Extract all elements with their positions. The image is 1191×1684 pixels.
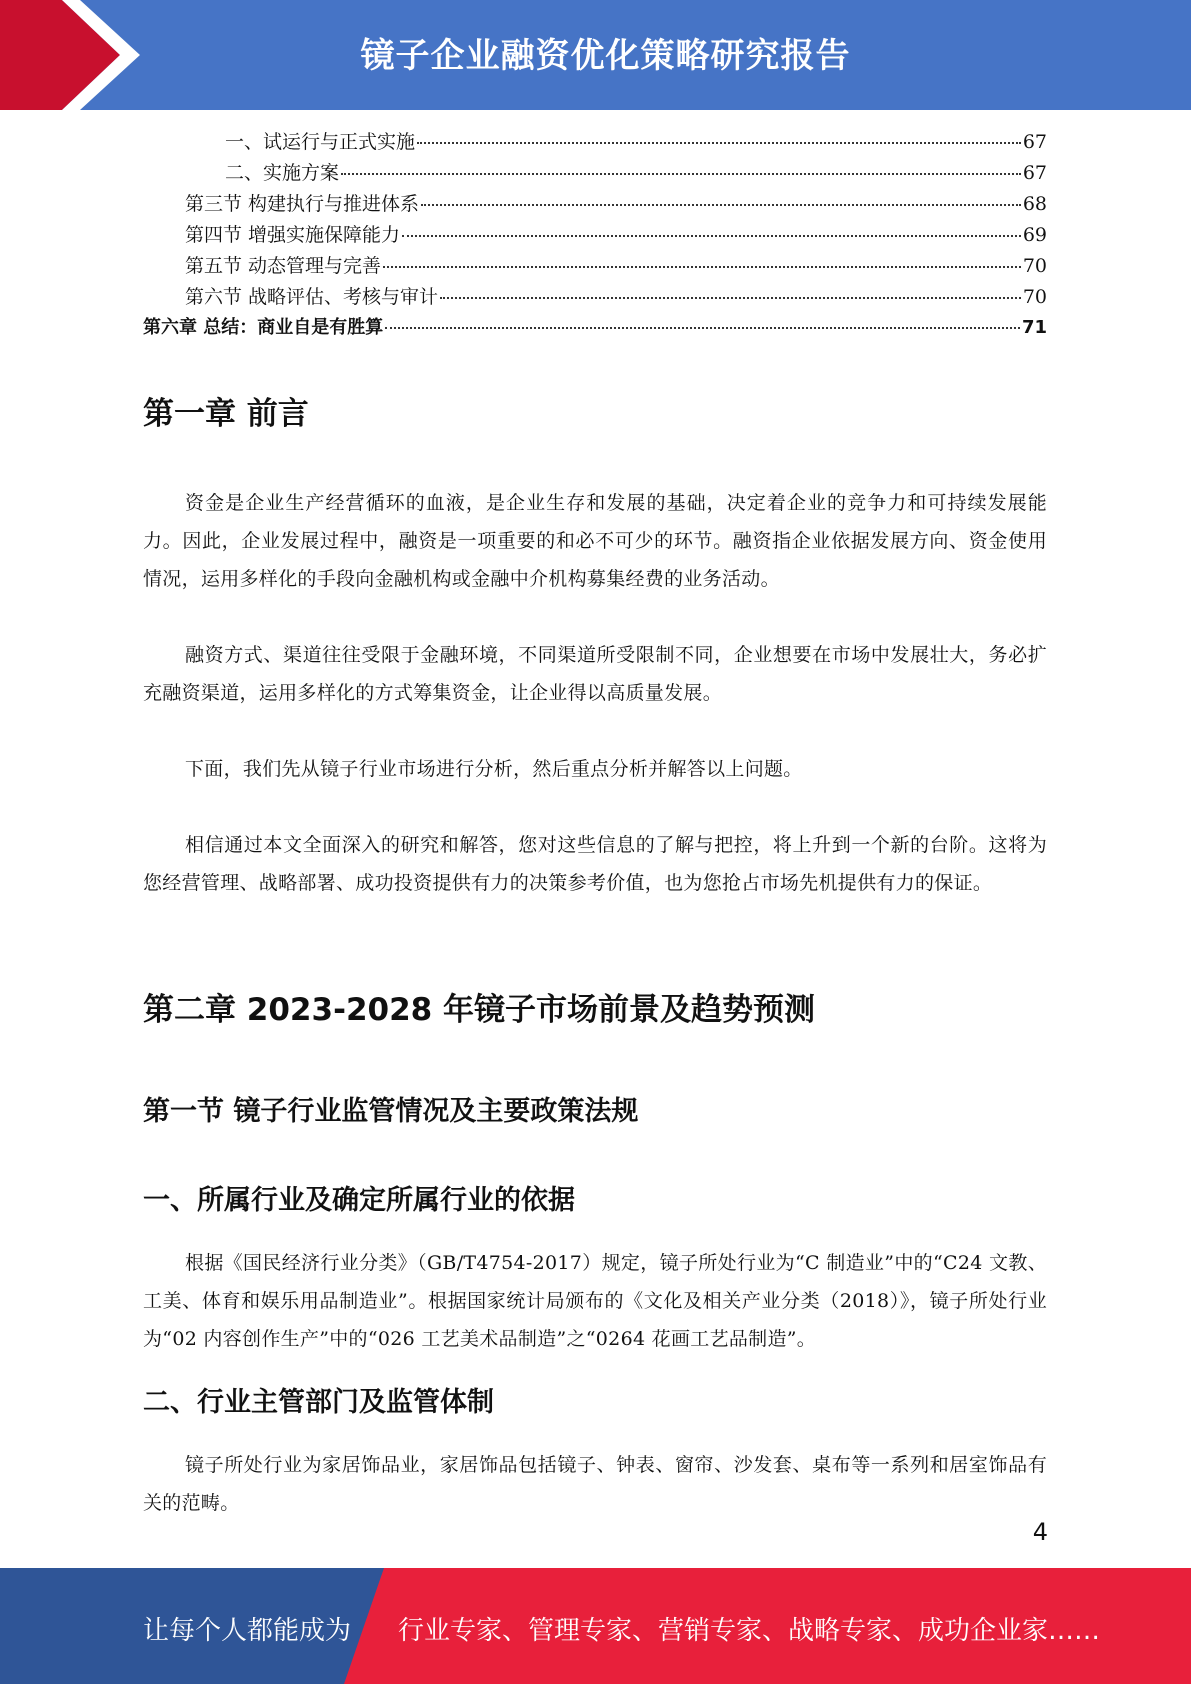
paragraph: 下面，我们先从镜子行业市场进行分析，然后重点分析并解答以上问题。 xyxy=(185,758,803,780)
chapter-heading: 第二章 2023-2028 年镜子市场前景及趋势预测 xyxy=(143,992,816,1028)
paragraph: 资金是企业生产经营循环的血液，是企业生存和发展的基础，决定着企业的竞争力和可持续发展能力。因此，企业发展过程中，融资是一项重要的和必不可少的环节。融资指企业依据发展方向、资金使用情况，运用多样化的手段向金融机构或金融中介机构募集经费的业务活动。 xyxy=(143,492,1047,590)
toc-entry-page: 70 xyxy=(1022,286,1047,308)
subsection-heading: 二、行业主管部门及监管体制 xyxy=(143,1387,494,1418)
footer-slogan-right: 行业专家、管理专家、营销专家、战略专家、成功企业家…… xyxy=(398,1616,1101,1646)
subsection-heading: 一、所属行业及确定所属行业的依据 xyxy=(143,1185,575,1216)
toc-entry-label: 第五节 动态管理与完善 xyxy=(185,255,382,277)
toc-entry-label: 一、试运行与正式实施 xyxy=(225,131,416,153)
report-title: 镜子企业融资优化策略研究报告 xyxy=(360,36,851,76)
toc-entry-label: 第六节 战略评估、考核与审计 xyxy=(185,286,439,308)
toc-entry-page: 68 xyxy=(1022,193,1047,215)
section-heading: 第一节 镜子行业监管情况及主要政策法规 xyxy=(143,1096,639,1127)
toc-entry-page: 69 xyxy=(1022,224,1047,246)
document-body xyxy=(143,0,1047,1684)
toc-entry-page: 67 xyxy=(1022,162,1047,184)
toc-entry-label: 二、实施方案 xyxy=(225,162,340,184)
toc-entry-page: 70 xyxy=(1022,255,1047,277)
footer-slogan-left: 让每个人都能成为 xyxy=(143,1616,352,1646)
chapter-heading: 第一章 前言 xyxy=(143,396,309,432)
toc-entry-page: 71 xyxy=(1021,317,1047,338)
page-footer xyxy=(0,1568,1191,1684)
paragraph: 镜子所处行业为家居饰品业，家居饰品包括镜子、钟表、窗帘、沙发套、桌布等一系列和居室饰品有关的范畴。 xyxy=(143,1454,1047,1514)
paragraph: 根据《国民经济行业分类》（GB/T4754-2017）规定，镜子所处行业为“C 制造业”中的“C24 文教、工美、体育和娱乐用品制造业”。根据国家统计局颁布的《文化及相关产业分类（2018）》，镜子所处行业为“02 内容创作生产”中的“026 工艺美术品制造”之“0264 花画工艺品制造”。 xyxy=(143,1252,1047,1350)
paragraph: 融资方式、渠道往往受限于金融环境，不同渠道所受限制不同，企业想要在市场中发展壮大，务必扩充融资渠道，运用多样化的方式筹集资金，让企业得以高质量发展。 xyxy=(143,644,1047,704)
page-number: 4 xyxy=(1032,1518,1048,1546)
paragraph: 相信通过本文全面深入的研究和解答，您对这些信息的了解与把控，将上升到一个新的台阶。这将为您经营管理、战略部署、成功投资提供有力的决策参考价值，也为您抢占市场先机提供有力的保证。 xyxy=(143,834,1047,894)
toc-entry-label: 第三节 构建执行与推进体系 xyxy=(185,193,420,215)
toc-entry-label: 第六章 总结：商业自是有胜算 xyxy=(143,317,384,338)
toc-entry-page: 67 xyxy=(1022,131,1047,153)
toc-entry-label: 第四节 增强实施保障能力 xyxy=(185,224,401,246)
